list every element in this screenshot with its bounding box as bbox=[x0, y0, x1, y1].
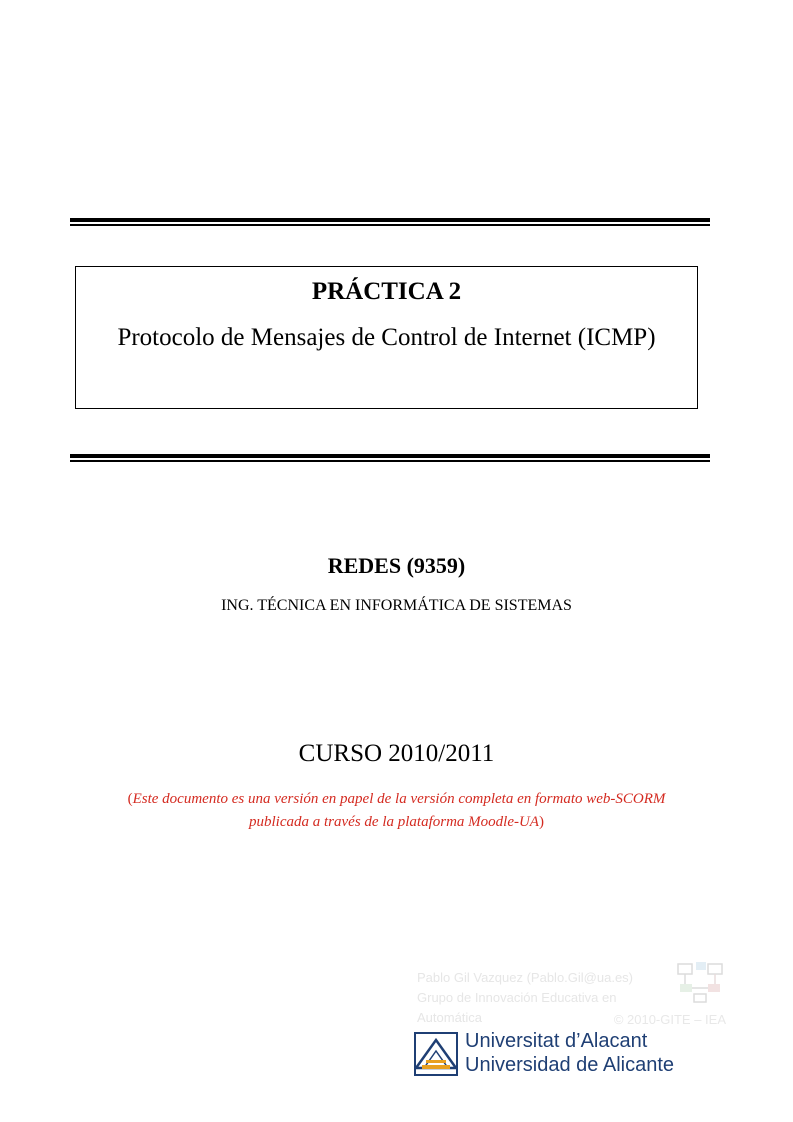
university-name bbox=[465, 1029, 674, 1077]
university-name-spanish: Universidad de Alicante bbox=[465, 1054, 675, 1076]
subject-name: REDES (9359) bbox=[327, 553, 466, 578]
title-box bbox=[75, 266, 698, 409]
credit-date: © 2010-GITE – IEA bbox=[613, 1012, 726, 1027]
degree-name: ING. TÉCNICA EN INFORMÁTICA DE SISTEMAS bbox=[221, 597, 572, 614]
bottom-rule-thin bbox=[70, 460, 710, 462]
note-close-paren: ) bbox=[538, 814, 544, 830]
course-note bbox=[0, 788, 793, 834]
author-line-3: Automática bbox=[417, 1010, 483, 1025]
note-line-1: Este documento es una versión en papel de la versión completa en formato web-SCORM bbox=[132, 791, 666, 807]
note-open-paren: ( bbox=[127, 791, 133, 807]
author-line-1: Pablo Gil Vazquez (Pablo.Gil@ua.es) bbox=[417, 970, 634, 985]
author-line-2: Grupo de Innovación Educativa en bbox=[417, 990, 617, 1005]
university-name-valencian: Universitat d’Alacant bbox=[465, 1030, 648, 1052]
course-label: CURSO 2010/2011 bbox=[298, 740, 495, 767]
bottom-rule-thick bbox=[70, 454, 710, 458]
group-logo-icon bbox=[676, 960, 724, 1004]
practice-title: Protocolo de Mensajes de Control de Internet (ICMP) bbox=[117, 324, 656, 351]
note-line-2: publicada a través de la plataforma Moodle-UA bbox=[249, 814, 539, 830]
university-logo-icon bbox=[414, 1032, 458, 1076]
practice-label: PRÁCTICA 2 bbox=[311, 278, 462, 305]
top-rule-thin bbox=[70, 224, 710, 226]
top-rule-thick bbox=[70, 218, 710, 222]
